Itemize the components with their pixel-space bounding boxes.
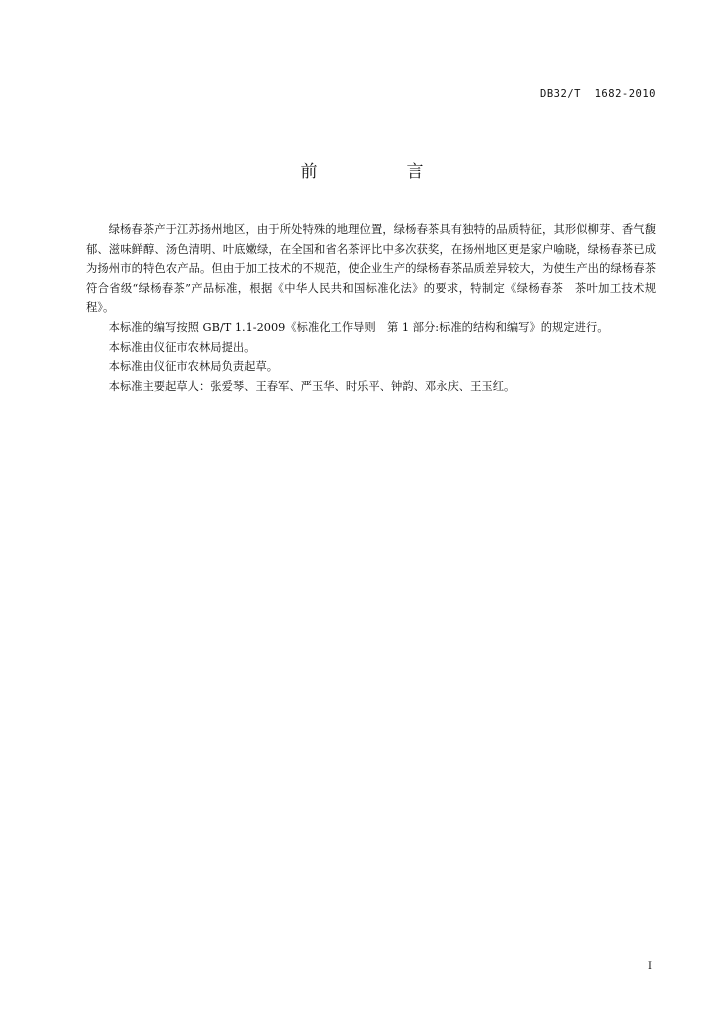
page-number: I xyxy=(648,961,652,972)
page-title: 前 言 xyxy=(300,162,460,182)
paragraph-intro: 绿杨春茶产于江苏扬州地区，由于所处特殊的地理位置，绿杨春茶具有独特的品质特征，其形似柳芽、香气馥郁、滋味鲜醇、汤色清明、叶底嫩绿，在全国和省名茶评比中多次获奖，在扬州地区更是家户喻晓，绿杨春茶已成为扬州市的特色农产品。但由于加工技术的不规范，使企业生产的绿杨春茶品质差异较大，为使生产出的绿杨春茶符合省级“绿杨春茶”产品标准，根据《中华人民共和国标准化法》的要求，特制定《绿杨春茶 茶叶加工技术规程》。 xyxy=(86,223,656,315)
foreword-body xyxy=(86,220,656,396)
paragraph-drafters: 本标准主要起草人：张爱琴、王春军、严玉华、时乐平、钟韵、邓永庆、王玉红。 xyxy=(108,379,516,393)
paragraph-drafting-rule: 本标准的编写按照 GB/T 1.1-2009《标准化工作导则 第 1 部分:标准的结构和编写》的规定进行。 xyxy=(108,320,609,334)
paragraph-proposer: 本标准由仪征市农林局提出。 xyxy=(108,340,256,354)
standard-code: DB32/T 1682-2010 xyxy=(540,88,656,100)
paragraph-drafting-unit: 本标准由仪征市农林局负责起草。 xyxy=(108,360,279,374)
